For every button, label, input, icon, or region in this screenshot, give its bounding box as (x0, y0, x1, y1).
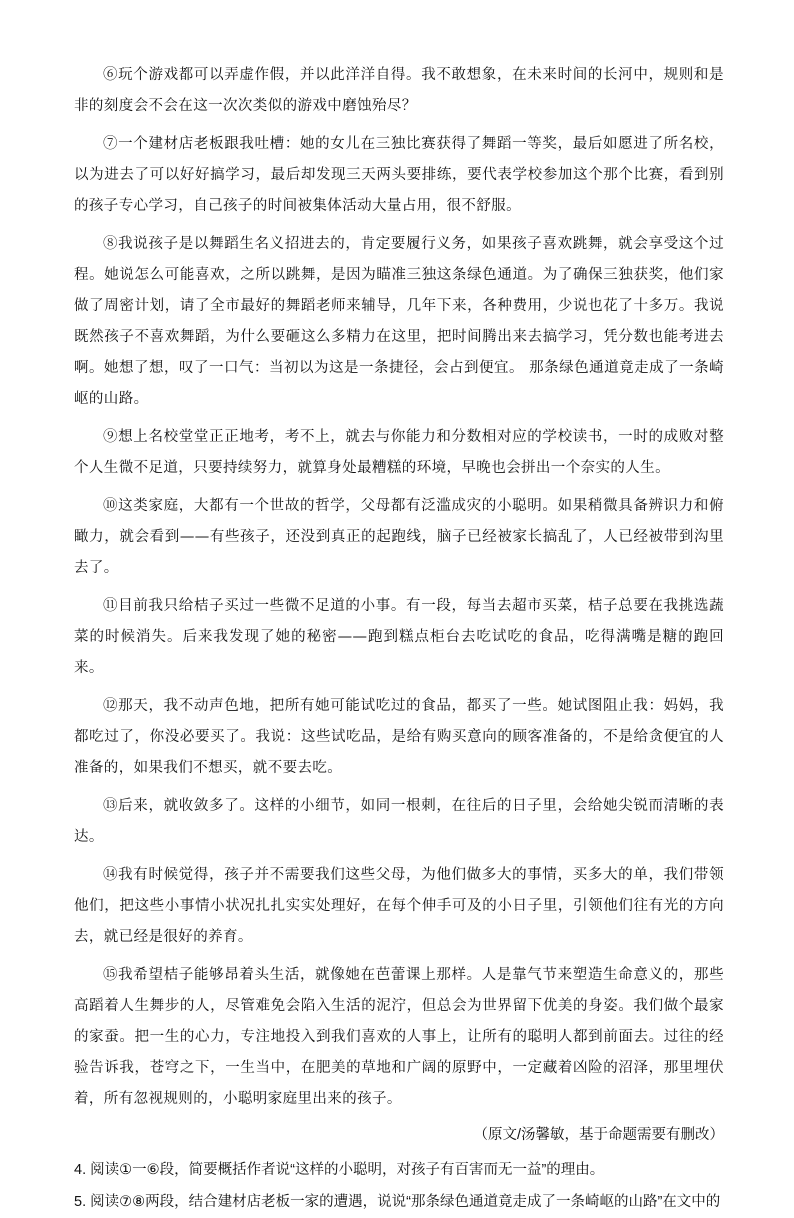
question-4: 4. 阅读①一⑥段，简要概括作者说“这样的小聪明，对孩子有百害而无一益”的理由。 (74, 1162, 605, 1178)
paragraph-12: ⑫那天，我不动声色地，把所有她可能试吃过的食品，都买了一些。她试图阻止我：妈妈，我都吃过了，你没必要买了。我说：这些试吃品，是给有购买意向的顾客准备的，不是给贪便宜的人准备的，如果我们不想买，就不要去吃。 (74, 698, 724, 776)
paragraph-15: ⑮我希望桔子能够昂着头生活，就像她在芭蕾课上那样。人是靠气节来塑造生命意义的，那些高蹈着人生舞步的人，尽管难免会陷入生活的泥泞，但总会为世界留下优美的身姿。我们做个最家的家蚕。把一生的心力，专注地投入到我们喜欢的人事上，让所有的聪明人都到前面去。过往的经验告诉我，苍穹之下，一生当中，在肥美的草地和广阔的原野中，一定藏着凶险的沼泽，那里埋伏着，所有忽视规则的，小聪明家庭里出来的孩子。 (74, 967, 724, 1107)
paragraph-10: ⑩这类家庭，大都有一个世故的哲学，父母都有泛滥成灾的小聪明。如果稍微具备辨识力和俯瞰力，就会看到——有些孩子，还没到真正的起跑线，脑子已经被家长搞乱了，人已经被带到沟里去了。 (74, 498, 724, 576)
paragraph-8: ⑧我说孩子是以舞蹈生名义招进去的，肯定要履行义务，如果孩子喜欢跳舞，就会享受这个过程。她说怎么可能喜欢，之所以跳舞，是因为瞄准三独这条绿色通道。为了确保三独获奖，他们家做了周密计划，请了全市最好的舞蹈老师来辅导，几年下来，各种费用，少说也花了十多万。我说既然孩子不喜欢舞蹈，为什么要砸这么多精力在这里，把时间腾出来去搞学习，凭分数也能考进去啊。她想了想，叹了一口气：当初以为这是一条捷径，会占到便宜。 那条绿色通道竟走成了一条崎岖的山路。 (74, 236, 724, 407)
paragraph-14: ⑭我有时候觉得，孩子并不需要我们这些父母，为他们做多大的事情，买多大的单，我们带领他们，把这些小事情小状况扎扎实实处理好，在每个伸手可及的小日子里，引领他们往有光的方向去，就已经是很好的养育。 (74, 867, 724, 945)
question-5: 5. 阅读⑦⑧两段，结合建材店老板一家的遭遇，说说“那条绿色通道竟走成了一条崎岖的山路”在文中的 (74, 1194, 721, 1210)
paragraph-6: ⑥玩个游戏都可以弄虚作假，并以此洋洋自得。我不敢想象，在未来时间的长河中，规则和是非的刻度会不会在这一次次类似的游戏中磨蚀殆尽？ (74, 67, 724, 114)
article-body (74, 60, 724, 1218)
paragraph-7: ⑦一个建材店老板跟我吐槽：她的女儿在三独比赛获得了舞蹈一等奖，最后如愿进了所名校，以为进去了可以好好搞学习，最后却发现三天两头要排练，要代表学校参加这个那个比赛，看到别的孩子专心学习，自己孩子的时间被集体活动大量占用，很不舒服。 (74, 136, 724, 214)
paragraph-9: ⑨想上名校堂堂正正地考，考不上，就去与你能力和分数相对应的学校读书，一时的成败对整个人生微不足道，只要持续努力，就算身处最糟糕的环境，早晚也会拼出一个奈实的人生。 (74, 429, 724, 476)
paragraph-13: ⑬后来，就收敛多了。这样的小细节，如同一根刺，在往后的日子里，会给她尖锐而清晰的表达。 (74, 798, 724, 845)
source-note: （原文/汤馨敏，基于命题需要有删改） (473, 1127, 724, 1143)
paragraph-11: ⑪目前我只给桔子买过一些微不足道的小事。有一段，每当去超市买菜，桔子总要在我挑选蔬菜的时候消失。后来我发现了她的秘密——跑到糕点柜台去吃试吃的食品，吃得满嘴是糖的跑回来。 (74, 598, 724, 676)
